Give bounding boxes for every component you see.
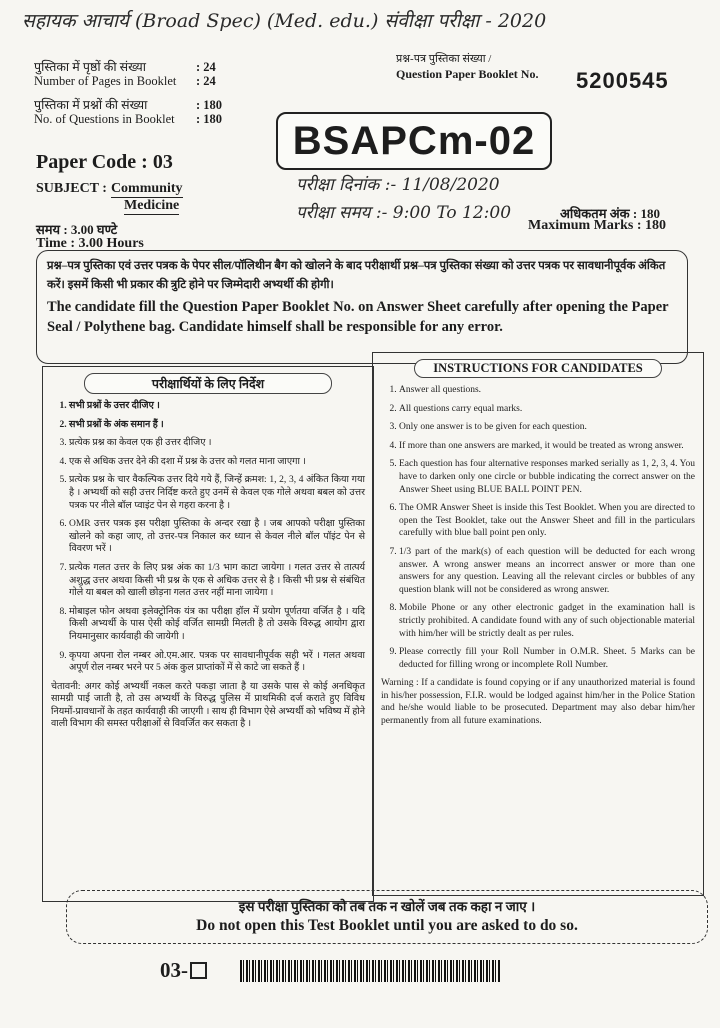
subject-line-2: Medicine bbox=[124, 198, 180, 213]
page-code: 03- bbox=[160, 958, 188, 982]
time-en: Time : 3.00 Hours bbox=[36, 236, 144, 251]
instruction-hi-item: 7. प्रत्येक गलत उत्तर के लिए प्रश्न अंक का 1/3 भाग काटा जायेगा । गलत उत्तर से तात्पर्य अशुद्ध उत्तर अथवा किसी भी प्रश्न के एक से अधिक उत्तर से है । किसी भी प्रश्न से संबंधित गोले या बबल को खाली छोड़ना गलत उत्तर नहीं माना जायेगा । bbox=[69, 562, 365, 600]
notice-text-hi: प्रश्न–पत्र पुस्तिका एवं उत्तर पत्रक के पेपर सील/पॉलिथीन बैग को खोलने के बाद परीक्षार्थी प्रश्न–पत्र पुस्तिका संख्या को उत्तर पत्रक पर सावधानीपूर्वक अंकित करें। इसमें किसी भी प्रकार की त्रुटि होने पर जिम्मेदारी अभ्यर्थी की होगी। bbox=[47, 260, 666, 291]
instructions-english-heading: INSTRUCTIONS FOR CANDIDATES bbox=[414, 359, 662, 378]
instruction-en-item: 8. Mobile Phone or any other electronic gadget in the examination hall is strictly prohibited. A candidate found with any of such objectionable material with him/her will be strictly dealt as per rules. bbox=[399, 602, 695, 640]
instruction-hi-item: 8. मोबाइल फोन अथवा इलेक्ट्रोनिक यंत्र का परीक्षा हॉल में प्रयोग पूर्णतया वर्जित है । यदि किसी अभ्यर्थी के पास ऐसी कोई वर्जित सामग्री मिलती है तो उसके विरुद्ध आयोग द्वारा नियमानुसार कार्यवाही की जायेगी । bbox=[69, 606, 365, 644]
max-marks-hi: अधिकतम अंक : 180 bbox=[560, 206, 660, 221]
instruction-hi-item: 5. प्रत्येक प्रश्न के चार वैकल्पिक उत्तर दिये गये हैं, जिन्हें क्रमश: 1, 2, 3, 4 अंकित किया गया है । अभ्यर्थी को सही उत्तर निर्दिष्ट करते हुए उनमें से केवल एक गोले अथवा बबल को उत्तर पत्रक पर नीले बॉल प्वाइंट पेन से गहरा करना है । bbox=[69, 474, 365, 512]
series-code-box: BSAPCm-02 bbox=[276, 112, 552, 170]
questions-count-block bbox=[34, 98, 222, 126]
pages-label-hi: पुस्तिका में पृष्ठों की संख्या bbox=[34, 60, 146, 74]
instructions-hindi-list bbox=[51, 400, 365, 675]
instruction-hi-item: 9. कृपया अपना रोल नम्बर ओ.एम.आर. पत्रक पर सावधानीपूर्वक सही भरें । गलत अथवा अपूर्ण रोल नम्बर भरने पर 5 अंक कुल प्राप्तांकों में से काटे जा सकते हैं । bbox=[69, 650, 365, 675]
checkbox-icon bbox=[190, 962, 207, 979]
subject-line-1: Community bbox=[110, 181, 183, 196]
instruction-en-item: 9. Please correctly fill your Roll Number in O.M.R. Sheet. 5 Marks can be deducted for filling wrong or incomplete Roll Number. bbox=[399, 646, 695, 671]
qpb-number: 5200545 bbox=[576, 68, 669, 93]
instruction-en-item: 6. The OMR Answer Sheet is inside this Test Booklet. When you are directed to open the Test Booklet, take out the Answer Sheet and fill in the particulars carefully with blue ball point pen only. bbox=[399, 502, 695, 540]
do-not-open-en: Do not open this Test Booklet until you are asked to do so. bbox=[196, 917, 578, 934]
instruction-hi-item: 4. एक से अधिक उत्तर देने की दशा में प्रश्न के उत्तर को गलत माना जाएगा । bbox=[69, 456, 365, 469]
instructions-hindi-panel bbox=[42, 366, 374, 902]
instruction-hi-item: 3. प्रत्येक प्रश्न का केवल एक ही उत्तर दीजिए । bbox=[69, 437, 365, 450]
handwritten-exam-time: परीक्षा समय :- 9:00 To 12:00 bbox=[296, 203, 512, 223]
instruction-en-item: 4. If more than one answers are marked, it would be treated as wrong answer. bbox=[399, 440, 695, 453]
notice-text-en: The candidate fill the Question Paper Booklet No. on Answer Sheet carefully after opening the Paper Seal / Polythene bag. Candidate himself shall be responsible for any error. bbox=[47, 299, 669, 335]
questions-value-en: : 180 bbox=[196, 112, 223, 126]
qpb-label-en: Question Paper Booklet No. bbox=[396, 67, 539, 81]
do-not-open-notice bbox=[66, 890, 708, 944]
page-code-footer bbox=[160, 958, 207, 983]
handwritten-exam-date: परीक्षा दिनांक :- 11/08/2020 bbox=[296, 175, 500, 195]
questions-label-en: No. of Questions in Booklet bbox=[34, 112, 175, 126]
questions-value-hi: : 180 bbox=[196, 98, 223, 112]
warning-hindi: चेतावनी: अगर कोई अभ्यर्थी नकल करते पकड़ा जाता है या उसके पास से कोई अनधिकृत सामग्री पाई जाती है, तो उस अभ्यर्थी के विरुद्ध पुलिस में प्राथमिकी दर्ज कराते हुए विविध नियमों-प्रावधानों के तहत कार्यवाही की जाएगी । साथ ही विभाग ऐसे अभ्यर्थी को भविष्य में होने वाली विभाग की समस्त परीक्षाओं से विवर्जित कर सकता है । bbox=[51, 681, 365, 730]
handwritten-exam-title: सहायक आचार्य (Broad Spec) (Med. edu.) संवीक्षा परीक्षा - 2020 bbox=[22, 10, 547, 32]
instruction-en-item: 2. All questions carry equal marks. bbox=[399, 403, 695, 416]
pages-count-block bbox=[34, 60, 216, 88]
instruction-en-item: 5. Each question has four alternative responses marked serially as 1, 2, 3, 4. You have to darken only one circle or bubble indicating the correct answer on the Answer Sheet using BLUE BALL POINT PEN. bbox=[399, 458, 695, 496]
time-hi: समय : 3.00 घण्टे bbox=[36, 222, 118, 237]
booklet-number-notice bbox=[36, 250, 688, 364]
instructions-english-panel bbox=[372, 352, 704, 896]
warning-english: Warning : If a candidate is found copying or if any unauthorized material is found in his/her possession, F.I.R. would be lodged against him/her in the Police Station and he/she would liable to be prosecuted. Department may also debar him/her permanently from all future examinations. bbox=[381, 678, 695, 727]
instruction-hi-item: 2. सभी प्रश्नों के अंक समान हैं । bbox=[69, 419, 365, 432]
subject-block bbox=[36, 181, 183, 198]
instruction-en-item: 3. Only one answer is to be given for each question. bbox=[399, 421, 695, 434]
pages-value-en: : 24 bbox=[196, 74, 216, 88]
instruction-hi-item: 1. सभी प्रश्नों के उत्तर दीजिए । bbox=[69, 400, 365, 413]
pages-label-en: Number of Pages in Booklet bbox=[34, 74, 177, 88]
instructions-hindi-heading: परीक्षार्थियों के लिए निर्देश bbox=[84, 373, 332, 394]
max-marks-en: Maximum Marks : 180 bbox=[528, 218, 667, 233]
qpb-label-hi: प्रश्न-पत्र पुस्तिका संख्या / bbox=[396, 53, 492, 65]
instruction-en-item: 7. 1/3 part of the mark(s) of each question will be deducted for each wrong answer. A wrong answer means an incorrect answer or more than one answers for any question. Leaving all the relevant circles or bubbles of any question blank will not be considered as wrong answer. bbox=[399, 546, 695, 596]
instruction-en-item: 1. Answer all questions. bbox=[399, 384, 695, 397]
questions-label-hi: पुस्तिका में प्रश्नों की संख्या bbox=[34, 98, 148, 112]
pages-value-hi: : 24 bbox=[196, 60, 216, 74]
subject-label: SUBJECT : bbox=[36, 181, 107, 196]
barcode bbox=[240, 960, 500, 982]
do-not-open-hi: इस परीक्षा पुस्तिका को तब तक न खोलें जब तक कहा न जाए । bbox=[238, 899, 536, 914]
instruction-hi-item: 6. OMR उत्तर पत्रक इस परीक्षा पुस्तिका के अन्दर रखा है । जब आपको परीक्षा पुस्तिका खोलने को कहा जाए, तो उत्तर-पत्र निकाल कर ध्यान से केवल नीले बॉल पॉइंट पेन से विवरण भरें । bbox=[69, 518, 365, 556]
paper-code: Paper Code : 03 bbox=[36, 151, 173, 173]
instructions-english-list bbox=[381, 384, 695, 671]
